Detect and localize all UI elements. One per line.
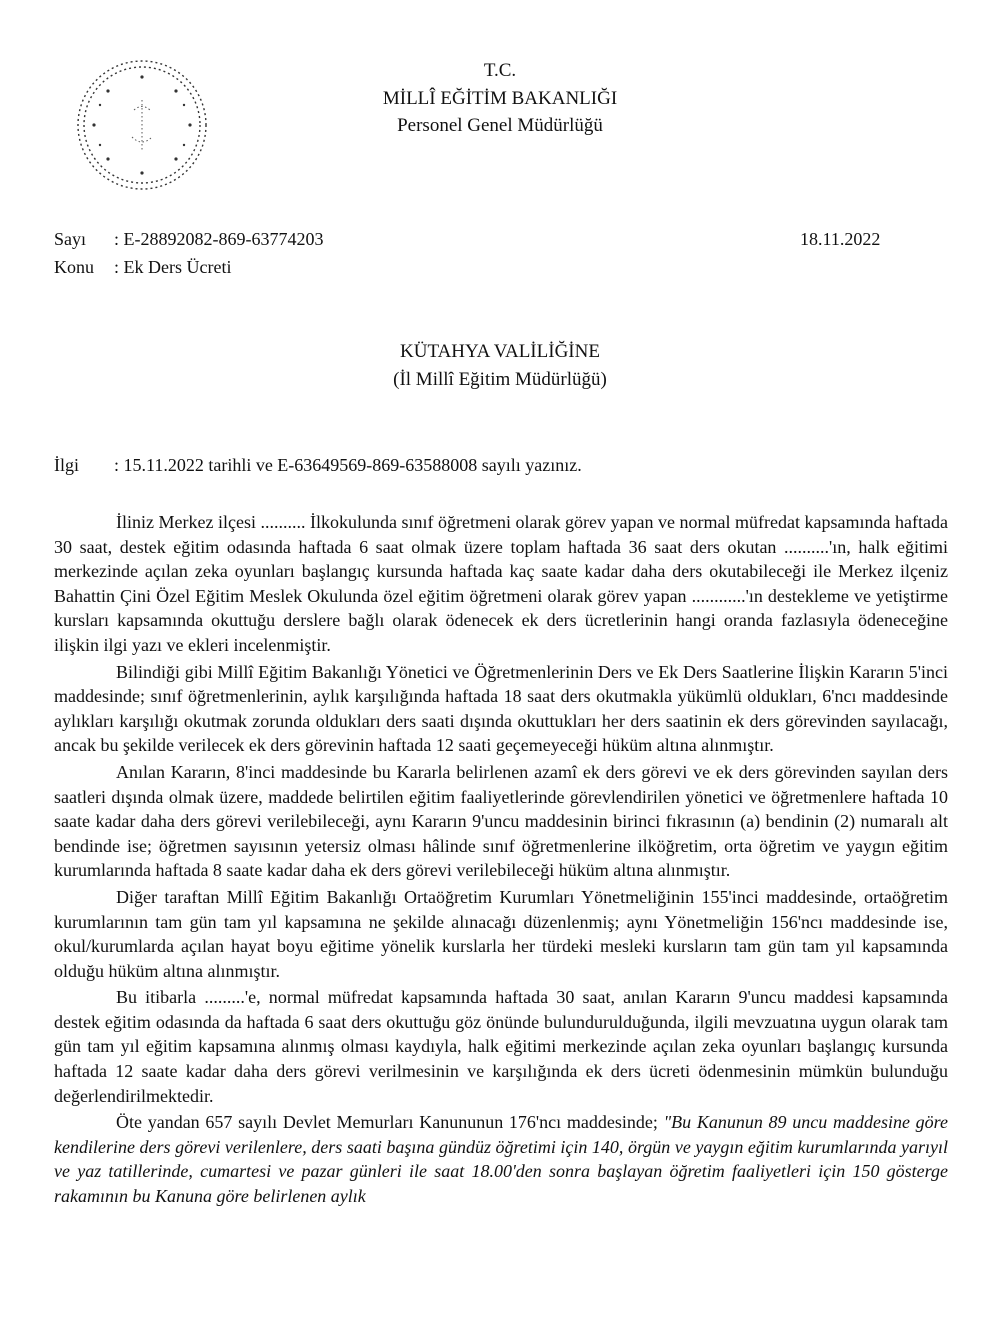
- ilgi-value: : 15.11.2022 tarihli ve E-63649569-869-63588008 sayılı yazınız.: [114, 455, 582, 475]
- paragraph-6: [54, 1110, 948, 1208]
- paragraph-4: Diğer taraftan Millî Eğitim Bakanlığı Ortaöğretim Kurumları Yönetmeliğinin 155'inci maddesinde, ortaöğretim kurumlarının tam gün tam yıl kapsamına ne şekilde alınacağı düzenlenmiş; aynı Yönetmeliğin 156'ncı maddesinde ise, okul/kurumlarda açılan hayat boyu eğitime yönelik kurslarla her türdeki mesleki kursların tam gün tam yıl kapsamında olduğu hüküm altına alınmıştır.: [54, 886, 948, 981]
- sayi-row: [54, 229, 323, 250]
- ilgi-row: [54, 455, 582, 476]
- law-quote: "Bu Kanunun 89 uncu maddesine göre kendilerine ders görevi verilenlere, ders saati başına gündüz öğretimi için 140, örgün ve yaygın eğitim kurumlarında yarıyıl ve yaz tatillerinde, cumartesi ve pazar günleri ile saat 18.00'den sonra başlayan öğretim faaliyetleri için 150 gösterge rakamının bu Kanuna göre belirlenen aylık: [54, 1112, 948, 1207]
- paragraph-6-text: Öte yandan 657 sayılı Devlet Memurları Kanununun 176'ncı maddesinde;: [116, 1112, 664, 1133]
- konu-label: Konu: [54, 257, 94, 277]
- konu-value: : Ek Ders Ücreti: [114, 257, 232, 277]
- addressee-subtitle: (İl Millî Eğitim Müdürlüğü): [393, 369, 607, 390]
- letter-body: [54, 510, 948, 1209]
- paragraph-1: İliniz Merkez ilçesi .......... İlkokulunda sınıf öğretmeni olarak görev yapan ve normal müfredat kapsamında haftada 30 saat, destek eğitim odasında haftada 6 saat olmak üzere toplam haftada 36 saat ders okutan ..........'ın, halk eğitimi merkezinde açılan zeka oyunları başlangıç kursunda haftada kaç saate kadar daha ders okutabileceği ile Merkez ilçeniz Bahattin Çini Özel Eğitim Meslek Okulunda özel eğitim öğretmeni olarak görev yapan ............'ın destekleme ve yetiştirme kursları kapsamında okuttuğu derslere bağlı olarak ödenecek ek ders ücretlerinin hangi oranda fazlasıyla ödeneceğine ilişkin ilgi yazı ve ekleri incelenmiştir.: [54, 512, 948, 655]
- header-tc: T.C.: [483, 60, 517, 81]
- ilgi-label: İlgi: [54, 455, 79, 475]
- sayi-label: Sayı: [54, 229, 87, 249]
- sayi-value: : E-28892082-869-63774203: [114, 229, 324, 249]
- header-department: Personel Genel Müdürlüğü: [397, 115, 603, 136]
- ministry-seal-logo: [72, 55, 212, 195]
- paragraph-5: Bu itibarla .........'e, normal müfredat kapsamında haftada 30 saat, anılan Kararın 9'uncu maddesi kapsamında destek eğitim odasında da haftada 6 saat ders okuttuğu göz önünde bulundurulduğunda, ilgili mevzuatına uygun olarak tam gün tam yıl eğitim kapsamına alınmış olması kaydıyla, halk eğitimi merkezinde açılan zeka oyunları başlangıç kursunda haftada 12 saate kadar daha ders görevi verilmesinin ve karşılığında ek ders ücreti ödenmesinin mümkün bulunduğu değerlendirilmektedir.: [54, 987, 948, 1106]
- paragraph-2: Bilindiği gibi Millî Eğitim Bakanlığı Yönetici ve Öğretmenlerinin Ders ve Ek Ders Saatlerine İlişkin Kararın 5'inci maddesinde; sınıf öğretmenlerinin, aylık karşılığında haftada 18 saat ders okutmakla yükümlü oldukları, 6'ncı maddesinde aylıkları karşılığı okutmak zorunda oldukları ders saati dışında okuttukları her ders saatinin ek ders görevinden sayılacağı, ancak bu şekilde verilecek ek ders görevinin haftada 12 saati geçemeyeceği hüküm altına alınmıştır.: [54, 661, 948, 756]
- header-ministry: MİLLÎ EĞİTİM BAKANLIĞI: [382, 88, 618, 109]
- document-date: 18.11.2022: [800, 229, 881, 249]
- konu-row: [54, 257, 231, 278]
- addressee-title: KÜTAHYA VALİLİĞİNE: [400, 341, 600, 362]
- paragraph-3: Anılan Kararın, 8'inci maddesinde bu Kararla belirlenen azamî ek ders görevi ve ek ders görevinden sayılan ders saatleri dışında olmak üzere, maddede belirtilen eğitim faaliyetlerinde görevlendirilen yönetici ve öğretmenlere haftada 10 saate kadar daha ders görevi verilebileceği, aynı Kararın 9'uncu maddesinin birinci fıkrasının (a) bendinin (2) numaralı alt bendinde ise; öğretmen sayısının yetersiz olması hâlinde sınıf öğretmenlerine ilköğretim, orta öğretim ve yaygın eğitim kurumlarında haftada 8 saate kadar daha ek ders görevi verilebileceği hüküm altına alınmıştır.: [54, 761, 948, 881]
